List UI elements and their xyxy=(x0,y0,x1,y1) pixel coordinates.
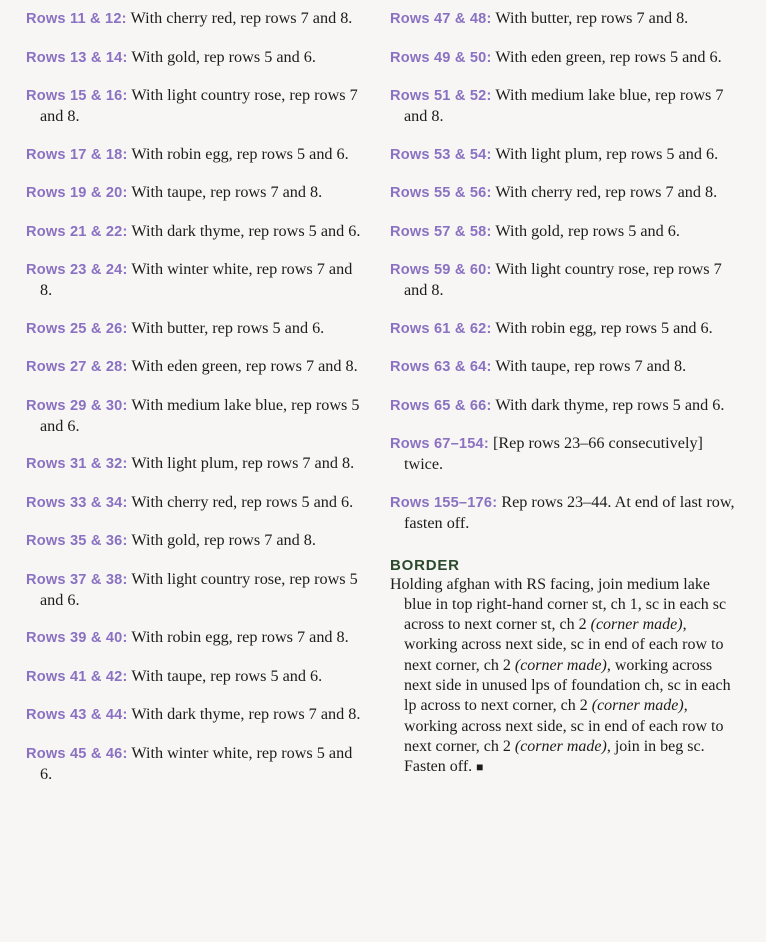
row-instruction xyxy=(26,47,366,68)
row-text: With light plum, rep rows 5 and 6. xyxy=(491,144,719,163)
row-label: Rows 19 & 20: xyxy=(26,185,128,201)
row-label: Rows 67–154: xyxy=(390,436,489,452)
row-instruction xyxy=(26,453,366,474)
row-text: With cherry red, rep rows 5 and 6. xyxy=(127,492,354,511)
row-instruction xyxy=(390,85,740,126)
row-text: [Rep rows 23–66 consecutively] twice. xyxy=(404,434,703,473)
row-label: Rows 63 & 64: xyxy=(390,359,492,375)
row-label: Rows 57 & 58: xyxy=(390,223,492,240)
row-text: With gold, rep rows 5 and 6. xyxy=(127,47,316,66)
right-column-entries xyxy=(390,8,740,533)
row-instruction xyxy=(390,395,740,416)
row-label: Rows 55 & 56: xyxy=(390,185,492,201)
row-instruction xyxy=(26,182,366,203)
row-text: With medium lake blue, rep rows 5 and 6. xyxy=(40,395,360,435)
row-label: Rows 23 & 24: xyxy=(26,262,128,278)
row-label: Rows 49 & 50: xyxy=(390,49,492,66)
row-instruction xyxy=(26,318,366,339)
row-label: Rows 35 & 36: xyxy=(26,533,128,549)
row-text: With light plum, rep rows 7 and 8. xyxy=(127,454,355,472)
row-label: Rows 45 & 46: xyxy=(26,745,128,762)
row-instruction xyxy=(26,8,366,29)
row-instruction xyxy=(390,47,740,68)
row-instruction xyxy=(390,356,740,377)
border-text-segment: , working across next side, sc in end of each row to next corner, ch 2 xyxy=(404,616,724,674)
row-label: Rows 37 & 38: xyxy=(26,571,128,588)
row-label: Rows 59 & 60: xyxy=(390,262,492,278)
row-label: Rows 47 & 48: xyxy=(390,11,492,27)
row-text: With taupe, rep rows 5 and 6. xyxy=(127,666,323,685)
corner-note: (corner made) xyxy=(591,697,684,715)
row-instruction xyxy=(390,144,740,165)
row-instruction xyxy=(26,743,366,784)
row-text: With butter, rep rows 7 and 8. xyxy=(491,9,689,27)
row-instruction xyxy=(26,492,366,513)
border-instructions xyxy=(390,575,740,778)
row-instruction xyxy=(390,433,740,474)
row-text: With dark thyme, rep rows 7 and 8. xyxy=(127,705,361,723)
row-text: With eden green, rep rows 7 and 8. xyxy=(127,357,358,375)
row-label: Rows 29 & 30: xyxy=(26,397,128,414)
row-instruction xyxy=(26,395,366,436)
row-text: With robin egg, rep rows 7 and 8. xyxy=(127,628,349,646)
row-instruction xyxy=(26,666,366,687)
row-instruction xyxy=(390,221,740,242)
row-text: With cherry red, rep rows 7 and 8. xyxy=(126,9,353,27)
row-text: With medium lake blue, rep rows 7 and 8. xyxy=(404,86,724,125)
row-label: Rows 11 & 12: xyxy=(26,11,127,27)
row-text: With taupe, rep rows 7 and 8. xyxy=(491,357,687,375)
row-text: With dark thyme, rep rows 5 and 6. xyxy=(491,395,725,414)
row-label: Rows 13 & 14: xyxy=(26,49,128,66)
row-text: With winter white, rep rows 7 and 8. xyxy=(40,260,353,299)
row-label: Rows 51 & 52: xyxy=(390,88,492,104)
row-text: With robin egg, rep rows 5 and 6. xyxy=(491,318,713,337)
row-instruction xyxy=(26,569,366,610)
row-instruction xyxy=(390,8,740,29)
border-text-segment: , working across next side, sc in end of each row to next corner, ch 2 xyxy=(404,697,724,755)
row-text: With butter, rep rows 5 and 6. xyxy=(127,318,325,337)
row-instruction xyxy=(26,530,366,551)
right-column xyxy=(390,8,740,777)
row-label: Rows 61 & 62: xyxy=(390,320,492,337)
row-text: With gold, rep rows 5 and 6. xyxy=(491,221,680,240)
row-text: With gold, rep rows 7 and 8. xyxy=(127,531,316,549)
row-label: Rows 43 & 44: xyxy=(26,707,128,723)
row-text: With robin egg, rep rows 5 and 6. xyxy=(127,144,349,163)
corner-note: (corner made) xyxy=(514,737,607,755)
row-instruction xyxy=(26,221,366,242)
border-text-segment: , join in beg sc. Fasten off. xyxy=(404,737,705,776)
row-instruction xyxy=(390,492,740,533)
row-instruction xyxy=(26,356,366,377)
corner-note: (corner made) xyxy=(590,616,683,634)
row-instruction xyxy=(26,259,366,300)
row-label: Rows 155–176: xyxy=(390,494,498,511)
row-instruction xyxy=(26,85,366,126)
row-text: With light country rose, rep rows 7 and 8. xyxy=(404,260,722,299)
row-text: Rep rows 23–44. At end of last row, fasten off. xyxy=(404,492,735,532)
row-instruction xyxy=(390,318,740,339)
row-label: Rows 17 & 18: xyxy=(26,146,128,163)
row-label: Rows 31 & 32: xyxy=(26,456,128,472)
row-instruction xyxy=(26,144,366,165)
row-instruction xyxy=(390,259,740,300)
row-label: Rows 65 & 66: xyxy=(390,397,492,414)
row-label: Rows 27 & 28: xyxy=(26,359,128,375)
row-instruction xyxy=(26,704,366,725)
row-text: With eden green, rep rows 5 and 6. xyxy=(491,47,722,66)
row-label: Rows 41 & 42: xyxy=(26,668,128,685)
row-text: With winter white, rep rows 5 and 6. xyxy=(40,743,353,783)
left-column xyxy=(26,8,366,801)
end-square-icon: ■ xyxy=(476,760,484,775)
row-text: With dark thyme, rep rows 5 and 6. xyxy=(127,221,361,240)
row-instruction xyxy=(26,627,366,648)
row-label: Rows 33 & 34: xyxy=(26,494,128,511)
row-label: Rows 25 & 26: xyxy=(26,320,128,337)
row-label: Rows 15 & 16: xyxy=(26,88,128,104)
row-label: Rows 53 & 54: xyxy=(390,146,492,163)
row-instruction xyxy=(390,182,740,203)
row-label: Rows 21 & 22: xyxy=(26,223,128,240)
border-text-segment: Holding afghan with RS facing, join medium lake blue in top right-hand corner st, ch 1, sc in each sc across to next corner st, ch 2 xyxy=(390,575,727,634)
row-label: Rows 39 & 40: xyxy=(26,630,128,646)
row-text: With cherry red, rep rows 7 and 8. xyxy=(491,183,718,201)
corner-note: (corner made) xyxy=(514,656,607,674)
border-heading: BORDER xyxy=(390,556,460,574)
row-text: With light country rose, rep rows 7 and 8. xyxy=(40,86,358,125)
border-text-segment: , working across next side in unused lps of foundation ch, sc in each lp across to next corner, ch 2 xyxy=(404,656,731,715)
row-text: With taupe, rep rows 7 and 8. xyxy=(127,183,323,201)
row-text: With light country rose, rep rows 5 and 6. xyxy=(40,569,358,609)
